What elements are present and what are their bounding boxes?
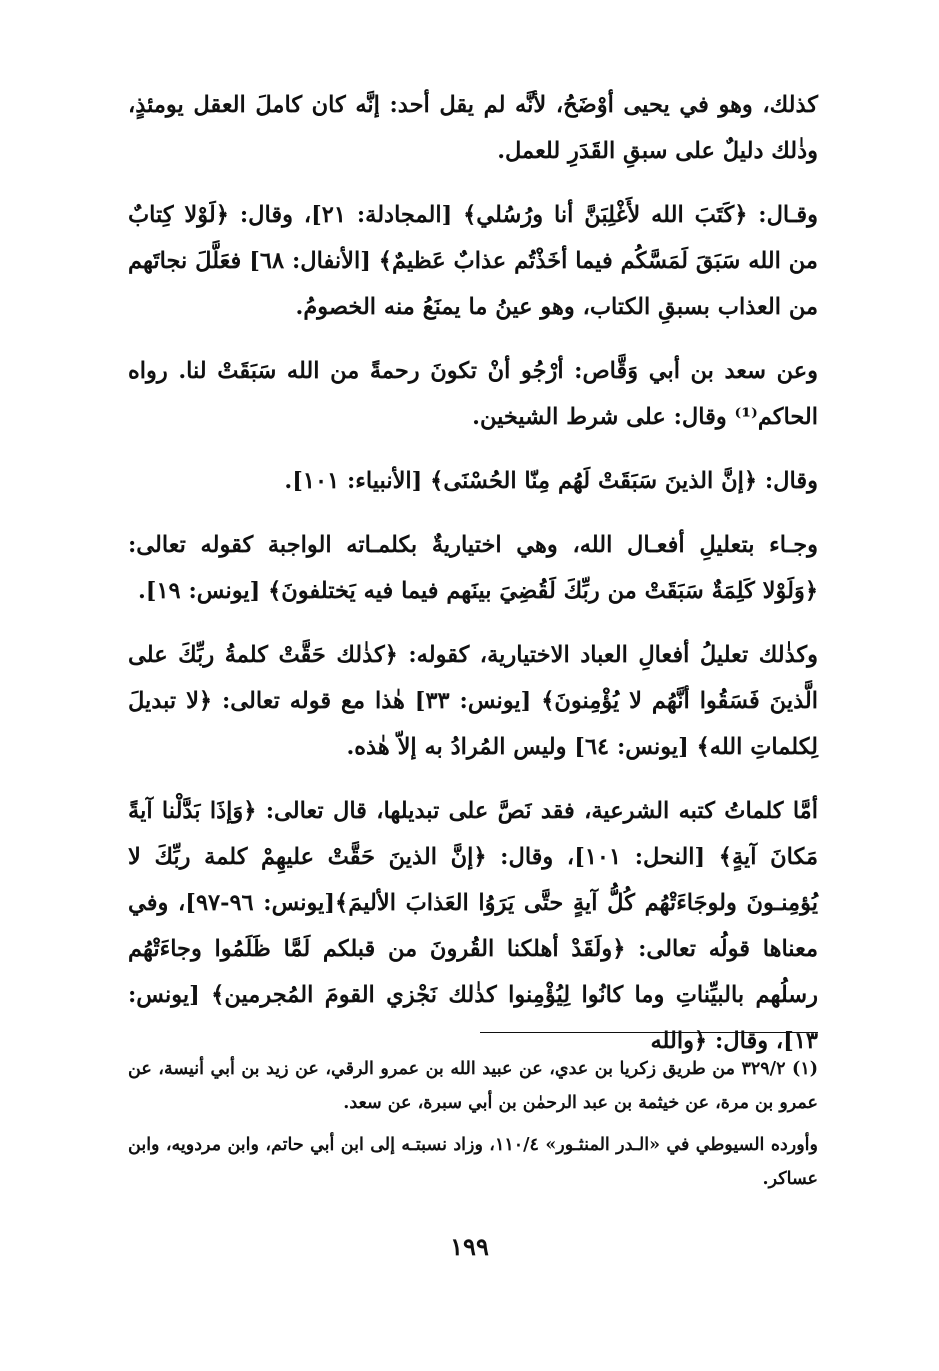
paragraph-7: أمَّا كلماتُ كتبه الشرعية، فقد نَصَّ على تبديلها، قال تعالى: ﴿وَإذَا بَدَّلْنا آيةً مَكانَ آيةٍ﴾ [النحل: ١٠١]، وقال: ﴿إنَّ الذينَ حَقَّتْ عليهِمْ كلمة ربِّكَ لا يُؤمِنـونَ ولوجَاءَتْهُم كُلُّ آيةٍ حتَّى يَرَوُا العَذابَ الأليمَ﴾[يونس: ٩٦-٩٧]، وفي معناها قولُه تعالى: ﴿ولَقَدْ أهلكنا القُرونَ من قبلكم لَمَّا ظَلَمُوا وجاءَتْهُم رسلُهم بالبيِّناتِ وما كانُوا لِيُؤْمِنوا كذٰلك نَجْزي القومَ المُجرمين﴾ [يونس: ١٣]، وقال: ﴿والله <box>128 798 819 1054</box>
page-number: ١٩٩ <box>450 1232 489 1261</box>
footnote-1-continued: وأورده السيوطي في «الـدر المنثـور» ١١٠/٤، وزاد نسبتـه إلى ابن أبي حاتم، وابن مردويه، وابن عساكر. <box>128 1135 818 1189</box>
paragraph-4: وقال: ﴿إنَّ الذينَ سَبَقَتْ لَهُم مِنّا الحُسْنَى﴾ [الأنبياء: ١٠١]. <box>284 468 818 494</box>
main-text <box>128 82 818 1082</box>
paragraph-2: وقـال: ﴿كَتَبَ الله لأَغْلِبَنَّ أنا ورُسُلي﴾ [المجادلة: ٢١]، وقال: ﴿لَوْلا كِتابٌ من الله سَبَقَ لَمَسَّكُم فيما أخَذْتُم عذابٌ عَظيمٌ﴾ [الأنفال: ٦٨] فعَلَّلَ نجاتَهم من العذاب بسبقِ الكتاب، وهو عينُ ما يمنَعُ منه الخصومُ. <box>128 202 819 320</box>
footnotes <box>128 1052 818 1204</box>
paragraph-6: وكذٰلك تعليلُ أفعالِ العباد الاختيارية، كقوله: ﴿كذٰلك حَقَّتْ كلمةُ ربِّكَ على الَّذينَ فَسَقُوا أنَّهُم لا يُؤْمِنونَ﴾ [يونس: ٣٣] هٰذا مع قوله تعالى: ﴿لا تبديلَ لِكلماتِ الله﴾ [يونس: ٦٤] وليس المُرادُ به إلاّ هٰذه. <box>128 642 818 760</box>
footnote-1: (١) ٣٢٩/٢ من طريق زكريا بن عدي، عن عبيد الله بن عمرو الرقي، عن زيد بن أبي أنيسة، عن عمرو بن مرة، عن خيثمة بن عبد الرحمٰن بن أبي سبرة، عن سعد. <box>128 1059 818 1113</box>
footnote-separator <box>480 1032 818 1033</box>
paragraph-3: وعن سعد بن أبي وَقَّاص: أرْجُو أنْ تكونَ رحمةً من الله سَبَقَتْ لنا. رواه الحاكم⁽¹⁾ وقال: على شرط الشيخين. <box>128 358 818 430</box>
paragraph-1: كذلك، وهو في يحيى أوْضَحُ، لأنَّه لم يقل أحد: إنَّه كان كاملَ العقل يومئذٍ، وذٰلك دليلٌ على سبقِ القَدَرِ للعمل. <box>128 92 818 164</box>
paragraph-5: وجـاء بتعليلِ أفعـال الله، وهي اختياريةٌ بكلمـاته الواجبة كقوله تعالى: ﴿وَلَوْلا كَلِمَةٌ سَبَقَتْ من ربِّكَ لَقُضِيَ بينَهم فيما فيه يَختلفونَ﴾ [يونس: ١٩]. <box>128 532 818 604</box>
